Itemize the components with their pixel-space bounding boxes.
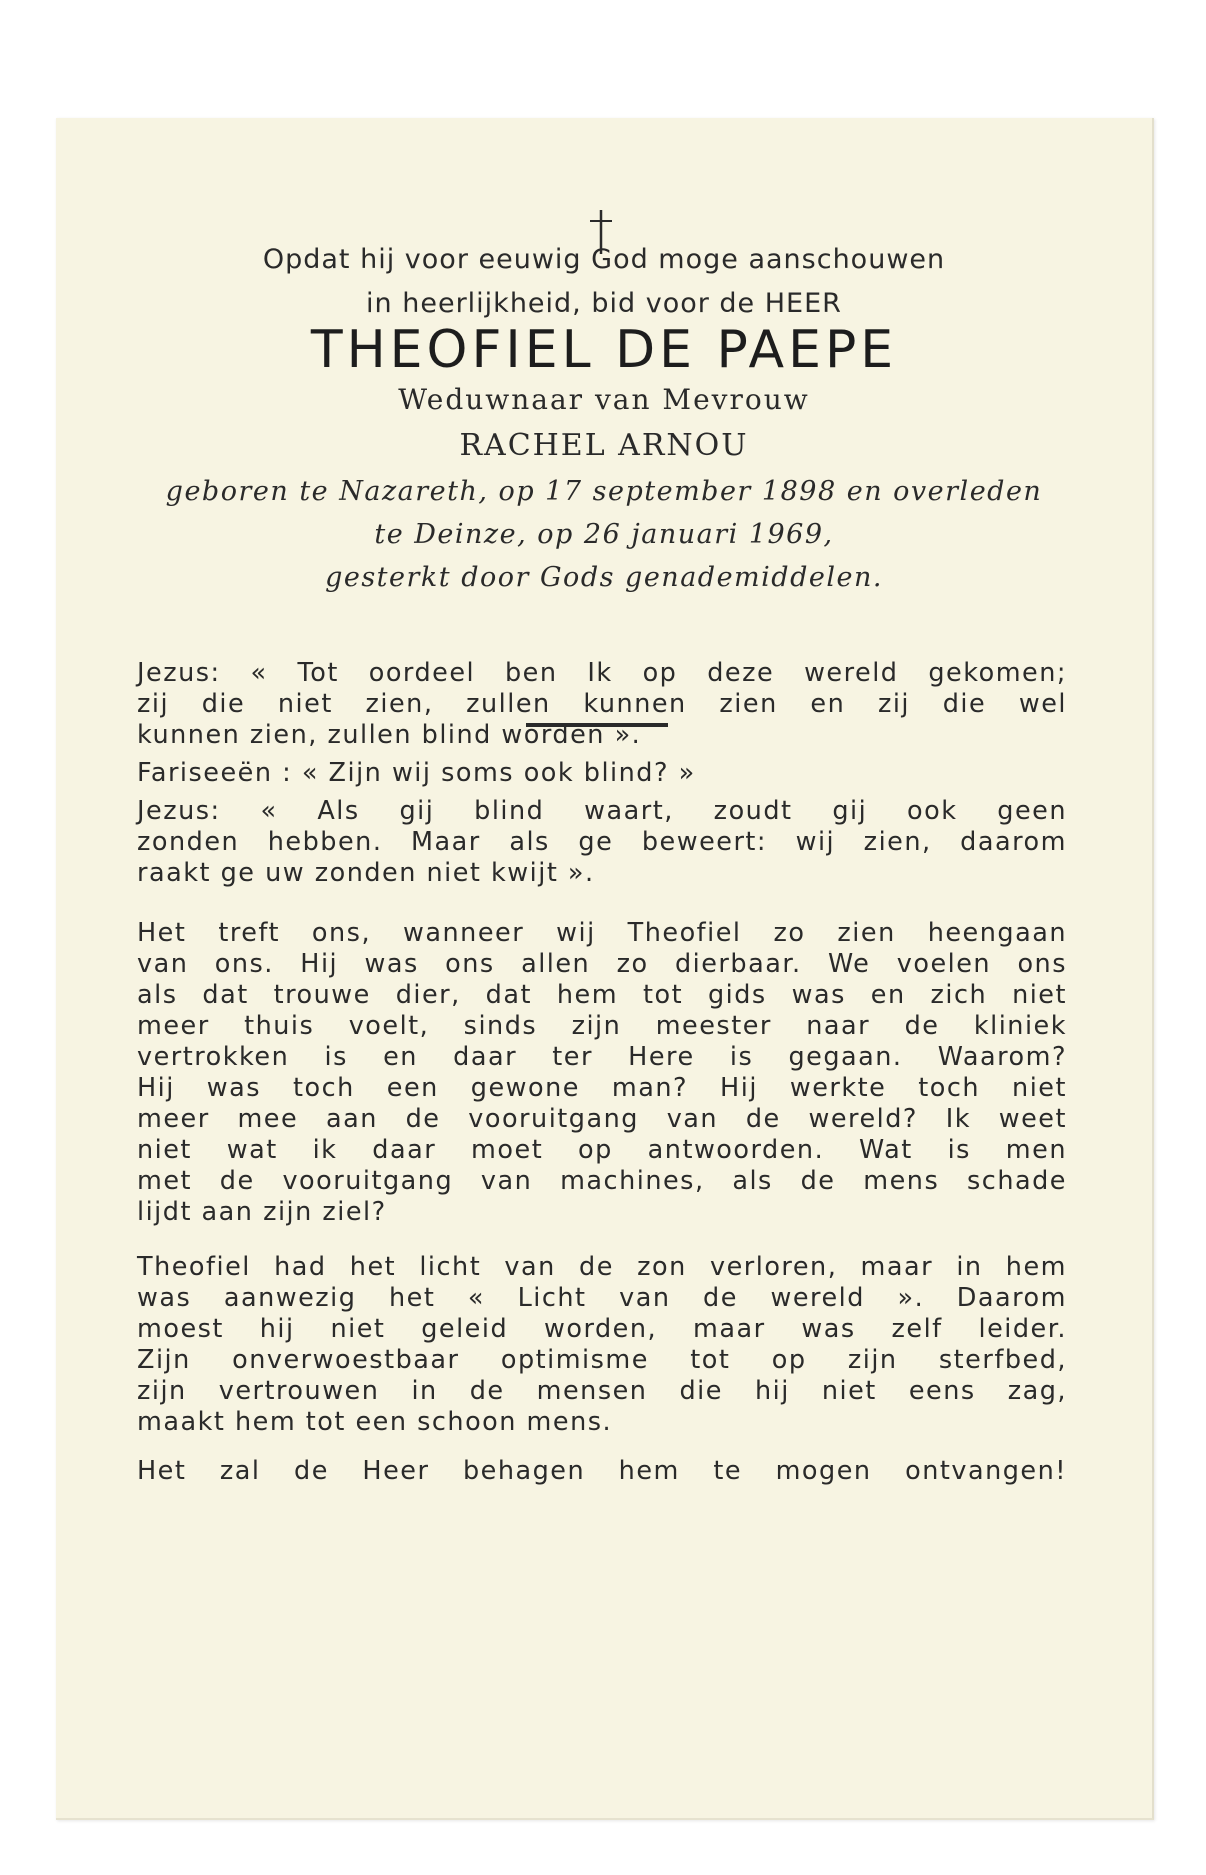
paragraph-2 xyxy=(137,1252,1067,1438)
text-line: Fariseeën : « Zijn wij soms ook blind? » xyxy=(137,758,696,788)
text-line: vertrokken is en daar ter Here is gegaan. Waarom? xyxy=(137,1042,1067,1072)
text-line: van ons. Hij was ons allen zo dierbaar. We voelen ons xyxy=(137,949,1067,979)
closing-line xyxy=(137,1456,1067,1487)
text-line: meer thuis voelt, sinds zijn meester naar de kliniek xyxy=(137,1011,1067,1041)
text-line: zij die niet zien, zullen kunnen zien en zij die wel xyxy=(137,689,1067,719)
text-line: lijdt aan zijn ziel? xyxy=(137,1197,387,1227)
text-line: Het treft ons, wanneer wij Theofiel zo zien heengaan xyxy=(137,918,1067,948)
text-line: Zijn onverwoestbaar optimisme tot op zijn sterfbed, xyxy=(137,1345,1067,1375)
text-line: zonden hebben. Maar als ge beweert: wij zien, daarom xyxy=(137,827,1067,857)
text-line: niet wat ik daar moet op antwoorden. Wat is men xyxy=(137,1135,1067,1165)
birth-death-line: gesterkt door Gods genademiddelen. xyxy=(325,562,883,593)
text-line: als dat trouwe dier, dat hem tot gids was en zich niet xyxy=(137,980,1067,1010)
intro-line: in heerlijkheid, bid voor de HEER xyxy=(366,288,842,319)
text-line: maakt hem tot een schoon mens. xyxy=(137,1407,613,1437)
scripture-quote-2 xyxy=(137,758,1067,789)
text-line: Theofiel had het licht van de zon verloren, maar in hem xyxy=(137,1252,1067,1282)
text-line: Het zal de Heer behagen hem te mogen ontvangen! xyxy=(137,1456,1067,1486)
text-line: Jezus: « Tot oordeel ben Ik op deze wereld gekomen; xyxy=(137,658,1067,688)
scripture-quote-3 xyxy=(137,796,1067,889)
text-line: met de vooruitgang van machines, als de mens schade xyxy=(137,1166,1067,1196)
intro-text xyxy=(56,238,1152,326)
deceased-name: THEOFIEL DE PAEPE xyxy=(310,320,898,380)
intro-line: Opdat hij voor eeuwig God moge aanschouwen xyxy=(262,244,946,275)
birth-death-text xyxy=(56,470,1152,599)
text-line: raakt ge uw zonden niet kwijt ». xyxy=(137,858,595,888)
paragraph-1 xyxy=(137,918,1067,1228)
text-line: kunnen zien, zullen blind worden ». xyxy=(137,720,642,750)
spouse-name: RACHEL ARNOU xyxy=(459,428,749,463)
text-line: Jezus: « Als gij blind waart, zoudt gij ook geen xyxy=(137,796,1067,826)
widower-line: Weduwnaar van Mevrouw xyxy=(398,383,810,416)
text-line: was aanwezig het « Licht van de wereld ». Daarom xyxy=(137,1283,1067,1313)
text-line: moest hij niet geleid worden, maar was zelf leider. xyxy=(137,1314,1067,1344)
text-line: meer mee aan de vooruitgang van de wereld? Ik weet xyxy=(137,1104,1067,1134)
text-line: Hij was toch een gewone man? Hij werkte toch niet xyxy=(137,1073,1067,1103)
scripture-quote-1 xyxy=(137,658,1067,751)
birth-death-line: te Deinze, op 26 januari 1969, xyxy=(374,519,834,550)
memorial-card xyxy=(56,118,1154,1820)
birth-death-line: geboren te Nazareth, op 17 september 1898 en overleden xyxy=(165,476,1043,507)
text-line: zijn vertrouwen in de mensen die hij niet eens zag, xyxy=(137,1376,1067,1406)
